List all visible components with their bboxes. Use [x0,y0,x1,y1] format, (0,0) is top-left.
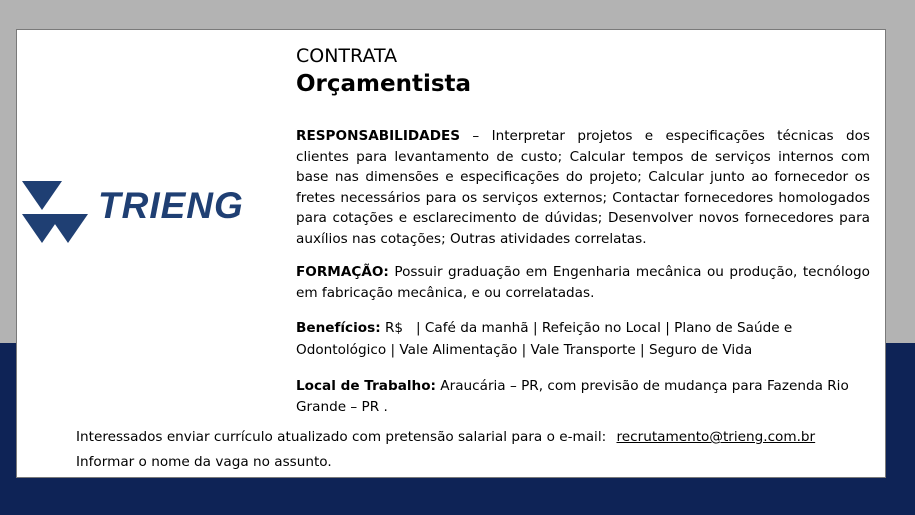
education-paragraph [296,262,870,303]
trieng-logo [22,180,286,246]
logo-wordmark: TRIENG [98,185,244,226]
footer-subject-note: Informar o nome da vaga no assunto. [76,454,332,470]
job-posting-card [16,29,886,478]
email-link[interactable]: recrutamento@trieng.com.br [616,429,816,445]
responsibilities-text: – Interpretar projetos e especificações técnicas dos clientes para levantamento de custo; Calcular tempos de serviços internos com base nas dimensões e especificações do projeto; Calcular junto ao fornecedor os fretes necessários para os serviços externos; Contactar fornecedores homologados para cotações e esclarecimento de dúvidas; Desenvolver novos fornecedores para auxílios nas cotações; Outras atividades correlatas. [296,128,870,247]
education-text: Possuir graduação em Engenharia mecânica ou produção, tecnólogo em fabricação mecânica, e ou correlatadas. [296,264,870,301]
location-label: Local de Trabalho: [296,378,436,394]
benefits-paragraph [296,318,870,361]
location-paragraph [296,376,870,417]
contrata-heading: CONTRATA [296,45,398,67]
benefits-text: R$ | Café da manhã | Refeição no Local | Plano de Saúde e Odontológico | Vale Alimentação | Vale Transporte | Seguro de Vida [296,320,797,358]
footer-apply-line [76,427,815,447]
responsibilities-label: RESPONSABILIDADES [296,128,461,144]
job-title: Orçamentista [296,71,472,97]
location-text: Araucária – PR, com previsão de mudança para Fazenda Rio Grande – PR . [296,378,849,415]
footer-apply-text: Interessados enviar currículo atualizado com pretensão salarial para o e-mail: [76,429,611,445]
benefits-label: Benefícios: [296,320,381,336]
responsibilities-paragraph [296,126,870,250]
education-label: FORMAÇÃO: [296,264,389,280]
